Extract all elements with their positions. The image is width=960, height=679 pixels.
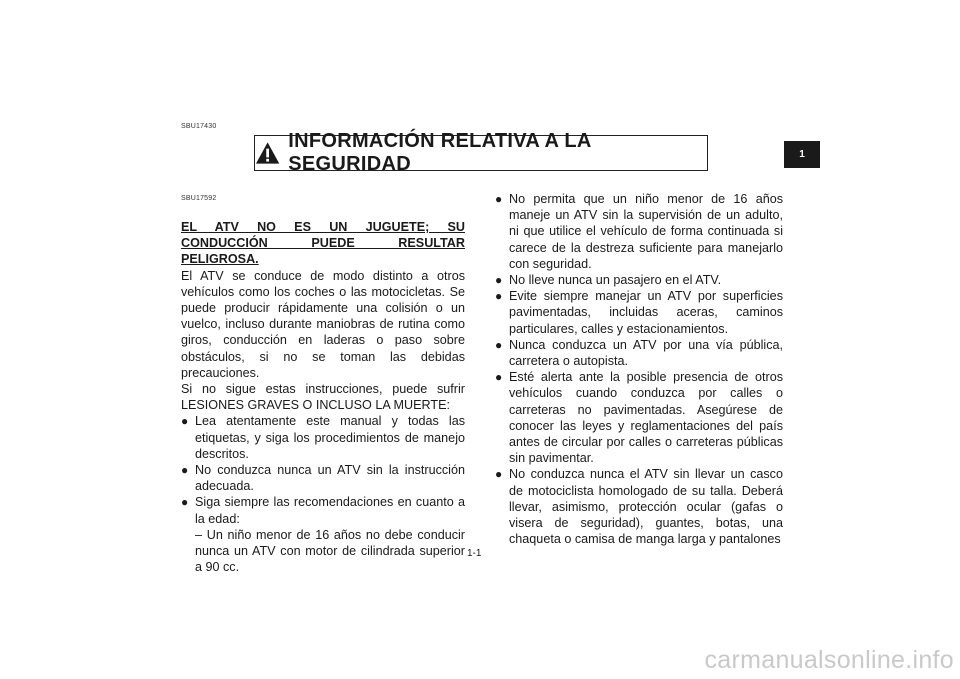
right-column xyxy=(495,191,783,547)
bullet-icon: ● xyxy=(181,463,189,478)
bullet-icon: ● xyxy=(495,273,503,288)
document-code-section: SBU17592 xyxy=(181,195,217,202)
list-item: ● Lea atentamente este manual y todas las etiquetas, y siga los procedimientos de manejo descritos. xyxy=(181,414,465,461)
list-item: ● No conduzca nunca un ATV sin la instrucción adecuada. xyxy=(181,463,465,494)
bullet-icon: ● xyxy=(495,337,503,352)
section-title-box xyxy=(254,130,708,175)
page-number: 1-1 xyxy=(467,548,482,559)
list-item: ● No lleve nunca un pasajero en el ATV. xyxy=(495,273,722,288)
watermark: carmanualsonline.info xyxy=(704,646,954,674)
list-item: ● No permita que un niño menor de 16 años maneje un ATV sin la supervisión de un adulto, ni que utilice el vehículo de forma continuada si carece de la destreza suficiente para manejarlo con seguridad. xyxy=(495,192,783,271)
warning-icon xyxy=(255,141,280,165)
sub-list-item: – Un niño menor de 16 años no debe conducir nunca un ATV con motor de cilindrada superior a 90 cc. xyxy=(195,527,465,575)
document-code-top: SBU17430 xyxy=(181,123,217,130)
bullet-icon: ● xyxy=(181,414,189,429)
bullet-icon: ● xyxy=(181,495,189,510)
list-item: ● Evite siempre manejar un ATV por superficies pavimentadas, incluidas aceras, caminos particulares, calles y estacionamientos. xyxy=(495,289,783,336)
chapter-tab: 1 xyxy=(784,141,820,168)
left-column xyxy=(181,219,465,575)
bullet-icon: ● xyxy=(495,370,503,385)
paragraph-warning: Si no sigue estas instrucciones, puede sufrir LESIONES GRAVES O INCLUSO LA MUERTE: xyxy=(181,382,465,413)
bullet-icon: ● xyxy=(495,289,503,304)
section-heading: EL ATV NO ES UN JUGUETE; SU CONDUCCIÓN PUEDE RESULTAR PELIGROSA. xyxy=(181,220,465,267)
list-item: ● No conduzca nunca el ATV sin llevar un casco de motociclista homologado de su talla. Deberá llevar, asimismo, protección ocular (gafas o visera de seguridad), guantes, botas, una chaqueta o camisa de manga larga y pantalones xyxy=(495,467,783,547)
bullet-icon: ● xyxy=(495,467,503,482)
page-title: INFORMACIÓN RELATIVA A LA SEGURIDAD xyxy=(288,130,591,175)
list-item: ● Nunca conduzca un ATV por una vía pública, carretera o autopista. xyxy=(495,337,783,369)
paragraph-intro: El ATV se conduce de modo distinto a otros vehículos como los coches o las motocicletas. Se puede producir rápidamente una colisión o un vuelco, incluso durante maniobras de rutina como giros, conducción en laderas o paso sobre obstáculos, si no se toman las debidas precauciones. xyxy=(181,268,465,380)
list-item: ● Esté alerta ante la posible presencia de otros vehículos cuando conduzca por calles o carreteras no pavimentadas. Asegúrese de conocer las leyes y reglamentaciones del país antes de circular por calles o carreteras públicas sin pavimentar. xyxy=(495,370,783,466)
bullet-icon: ● xyxy=(495,192,503,206)
list-item: ● Siga siempre las recomendaciones en cuanto a la edad: xyxy=(181,495,465,526)
